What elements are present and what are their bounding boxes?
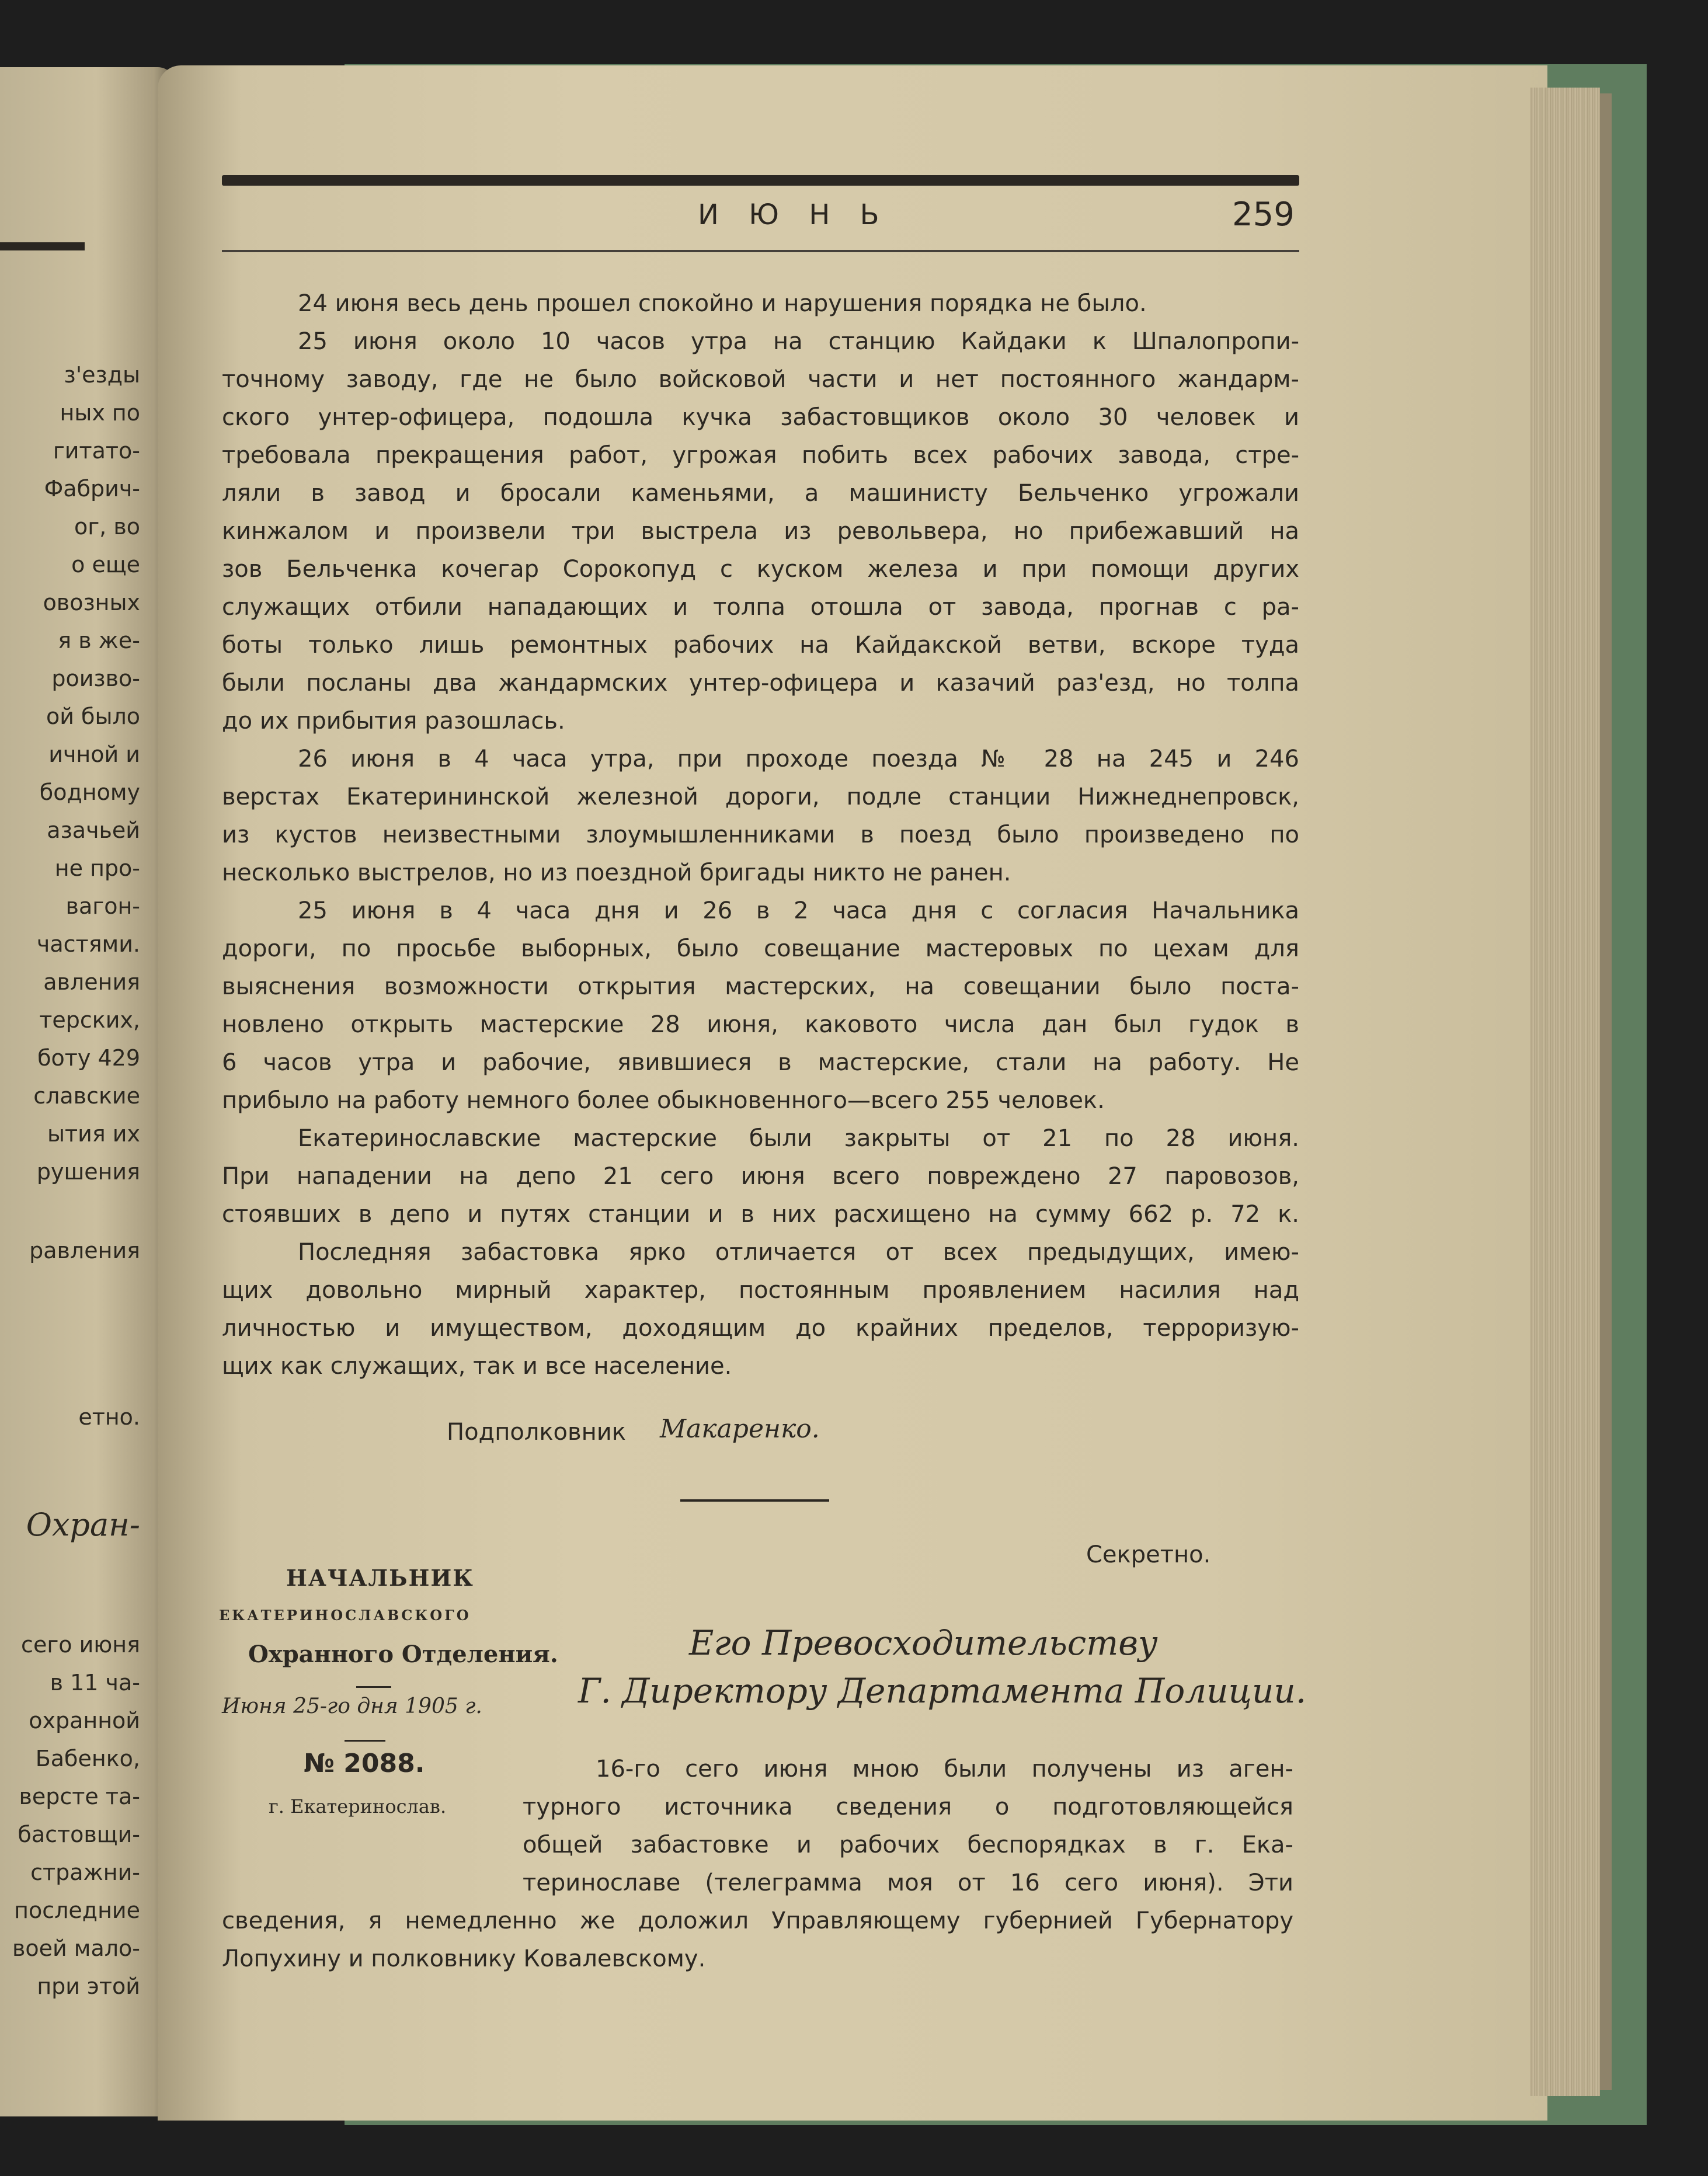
text-line: несколько выстрелов, но из поездной бригады никто не ранен. <box>222 859 1011 886</box>
text-line: 26 июня в 4 часа утра, при проходе поезда № 28 на 245 и 246 <box>298 746 1299 772</box>
left-line: вагон- <box>65 893 140 919</box>
text-line: прибыло на работу немного более обыкновенного—всего 255 человек. <box>222 1087 1105 1114</box>
letterhead-department: Охранного Отделения. <box>248 1641 558 1668</box>
running-head: И Ю Н Ь <box>698 199 890 231</box>
left-page <box>0 67 175 2116</box>
left-line: овозных <box>43 590 140 615</box>
text-line: ского унтер-офицера, подошла кучка забастовщиков около 30 человек и <box>222 404 1299 431</box>
secret-mark: Секретно. <box>1086 1541 1211 1568</box>
text-line: служащих отбили нападающих и толпа отошла от завода, прогнав с ра- <box>222 594 1299 621</box>
left-line: в 11 ча- <box>50 1670 140 1695</box>
left-line: при этой <box>37 1973 140 1999</box>
left-line: боту 429 <box>37 1045 140 1071</box>
left-line: стражни- <box>30 1860 140 1885</box>
text-line: 16-го сего июня мною были получены из аген- <box>596 1756 1293 1782</box>
text-line: щих как служащих, так и все население. <box>222 1353 732 1380</box>
left-line: ных по <box>60 400 140 426</box>
page-block-edge <box>1530 88 1600 2096</box>
text-line: верстах Екатерининской железной дороги, подле станции Нижнеднепровск, <box>222 784 1299 810</box>
text-line: Последняя забастовка ярко отличается от всех предыдущих, имею- <box>298 1239 1299 1266</box>
text-line: 6 часов утра и рабочие, явившиеся в мастерские, стали на работу. Не <box>222 1049 1299 1076</box>
text-line: щих довольно мирный характер, постоянным проявлением насилия над <box>222 1277 1299 1304</box>
text-line: личностью и имуществом, доходящим до крайних пределов, терроризую- <box>222 1315 1299 1342</box>
left-line: гитато- <box>53 438 140 464</box>
text-line: Екатеринославские мастерские были закрыты от 21 по 28 июня. <box>298 1125 1299 1152</box>
letterhead-city-adj: ЕКАТЕРИНОСЛАВСКОГО <box>219 1607 471 1624</box>
addressee-line-1: Его Превосходительству <box>689 1623 1158 1663</box>
header-rule-thick <box>222 175 1299 186</box>
left-line: не про- <box>54 855 140 881</box>
text-line: теринославе (телеграмма моя от 16 сего июня). Эти <box>523 1869 1293 1896</box>
text-line: При нападении на депо 21 сего июня всего повреждено 27 паровозов, <box>222 1163 1299 1190</box>
page-edge-shadow <box>1600 93 1612 2090</box>
left-line: воей мало- <box>12 1935 140 1961</box>
left-italic-word: Охран- <box>26 1506 140 1543</box>
letter-text-wide <box>222 1902 1293 1978</box>
left-line: ой было <box>46 704 140 729</box>
left-line: етно. <box>78 1404 140 1430</box>
page-number: 259 <box>1232 196 1295 234</box>
signature-rank: Подполковник <box>447 1419 626 1446</box>
text-line: до их прибытия разошлась. <box>222 708 565 734</box>
text-line: требовала прекращения работ, угрожая побить всех рабочих завода, стре- <box>222 442 1299 469</box>
left-line: охранной <box>29 1708 140 1733</box>
text-line: стоявших в депо и путях станции и в них расхищено на сумму 662 р. 72 к. <box>222 1201 1299 1228</box>
left-line: бодному <box>39 779 140 805</box>
letterhead-chief: НАЧАЛЬНИК <box>286 1565 474 1591</box>
header-rule-thin <box>222 250 1299 252</box>
left-line: з'езды <box>64 362 140 388</box>
left-line: авления <box>43 969 140 995</box>
left-line: терских, <box>39 1007 140 1033</box>
left-line: сего июня <box>21 1632 140 1658</box>
left-line: бастовщи- <box>18 1822 140 1847</box>
text-line: зов Бельченка кочегар Сорокопуд с куском железа и при помощи других <box>222 556 1299 583</box>
text-line: боты только лишь ремонтных рабочих на Кайдакской ветви, вскоре туда <box>222 632 1299 659</box>
text-line: 25 июня около 10 часов утра на станцию Кайдаки к Шпалопропи- <box>298 328 1299 355</box>
left-line: славские <box>33 1083 140 1109</box>
left-line: равления <box>29 1238 140 1263</box>
left-line: ытия их <box>47 1121 140 1147</box>
text-line: точному заводу, где не было войсковой части и нет постоянного жандарм- <box>222 366 1299 393</box>
letterhead-rule <box>345 1740 385 1742</box>
separator-rule <box>680 1499 829 1502</box>
text-line: ляли в завод и бросали каменьями, а машинисту Бельченко угрожали <box>222 480 1299 507</box>
letter-city: г. Екатеринослав. <box>269 1795 447 1818</box>
text-line: Лопухину и полковнику Ковалевскому. <box>222 1945 706 1972</box>
letter-number: № 2088. <box>304 1749 425 1778</box>
left-page-text <box>0 67 140 2116</box>
text-line: турного источника сведения о подготовляющейся <box>523 1794 1293 1820</box>
body-text <box>222 285 1299 1385</box>
left-line: ог, во <box>74 514 140 539</box>
left-line: версте та- <box>19 1784 140 1809</box>
signature-name: Макаренко. <box>660 1414 820 1444</box>
text-line: кинжалом и произвели три выстрела из револьвера, но прибежавший на <box>222 518 1299 545</box>
letter-text-narrow <box>523 1750 1293 1902</box>
left-line: рушения <box>36 1159 140 1185</box>
left-line: ичной и <box>48 741 140 767</box>
left-line: частями. <box>36 931 140 957</box>
text-line: сведения, я немедленно же доложил Управляющему губернией Губернатору <box>222 1907 1293 1934</box>
left-line: я в же- <box>58 628 140 653</box>
text-line: дороги, по просьбе выборных, было совещание мастеровых по цехам для <box>222 935 1299 962</box>
text-line: общей забастовке и рабочих беспорядках в г. Ека- <box>523 1832 1293 1858</box>
text-line: были посланы два жандармских унтер-офицера и казачий раз'езд, но толпа <box>222 670 1299 697</box>
left-line: роизво- <box>51 666 140 691</box>
left-line: о еще <box>71 552 140 577</box>
text-line: 24 июня весь день прошел спокойно и нарушения порядка не было. <box>298 290 1147 317</box>
addressee-line-2: Г. Директору Департамента Полиции. <box>578 1671 1307 1711</box>
letterhead-rule <box>356 1686 391 1688</box>
left-line: Бабенко, <box>35 1746 140 1771</box>
text-line: выяснения возможности открытия мастерских, на совещании было поста- <box>222 973 1299 1000</box>
text-line: 25 июня в 4 часа дня и 26 в 2 часа дня с согласия Начальника <box>298 897 1299 924</box>
text-line: новлено открыть мастерские 28 июня, каковото числа дан был гудок в <box>222 1011 1299 1038</box>
text-line: из кустов неизвестными злоумышленниками в поезд было произведено по <box>222 821 1299 848</box>
left-line: Фабрич- <box>44 476 140 502</box>
left-line: азачьей <box>47 817 140 843</box>
left-line: последние <box>14 1898 140 1923</box>
letter-date: Июня 25-го дня 1905 г. <box>222 1694 482 1718</box>
